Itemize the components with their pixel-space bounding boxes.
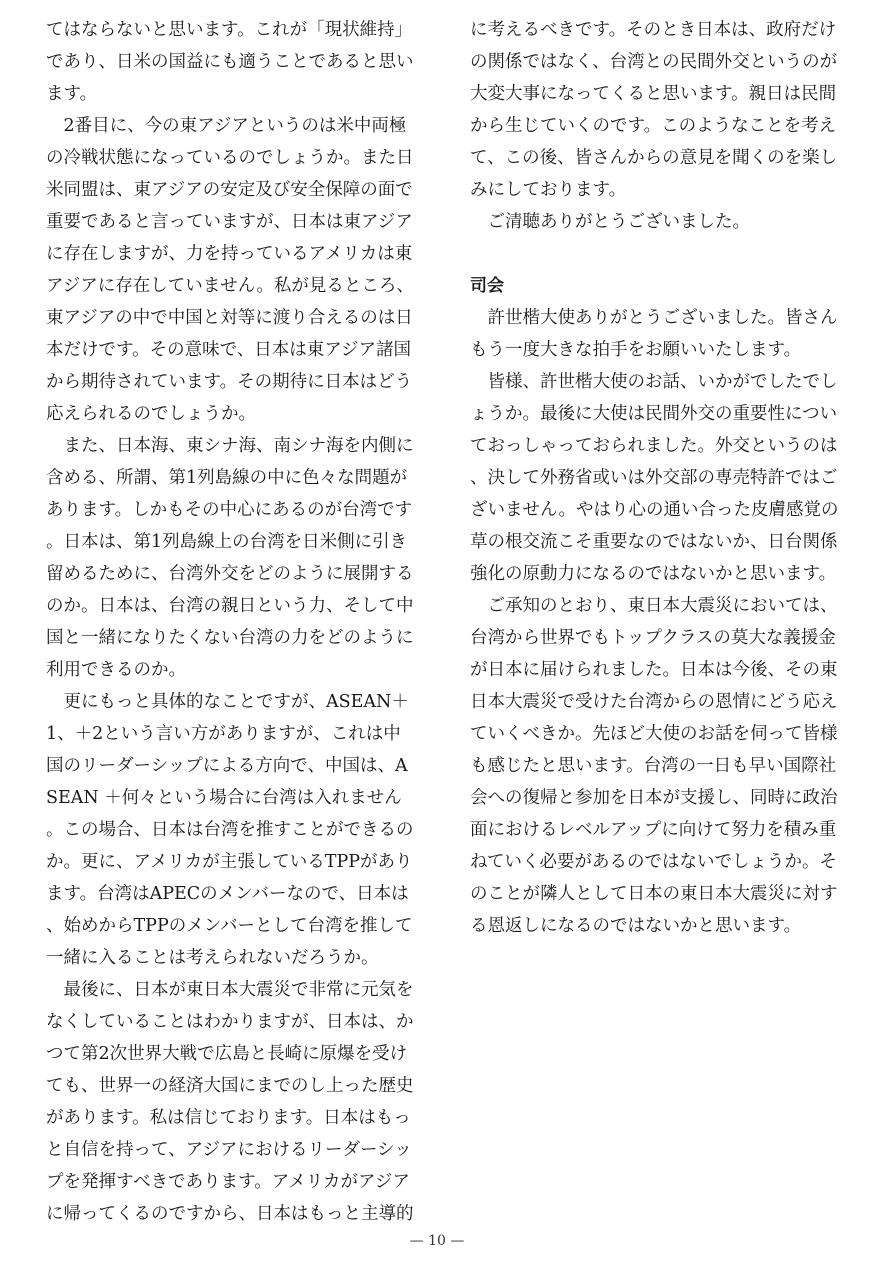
paragraph: ご承知のとおり、東日本大震災においては、台湾から世界でもトップクラスの莫大な義援金が日本に届けられました。日本は今後、その東日本大震災で受けた台湾からの恩情にどう応えていくべきか。先ほど大使のお話を伺って皆様も感じたと思います。台湾の一日も早い国際社会への復帰と参加を日本が支援し、同時に政治面におけるレベルアップに向けて努力を積み重ねていく必要があるのではないでしょうか。そのことが隣人として日本の東日本大震災に対する恩返しになるのではないかと思います。 [470, 596, 838, 936]
paragraph: 2番目に、今の東アジアというのは米中両極の冷戦状態になっているのでしょうか。また日米同盟は、東アジアの安定及び安全保障の面で重要であると言っていますが、日本は東アジアに存在しますが、力を持っているアメリカは東アジアに存在していません。私が見るところ、東アジアの中で中国と対等に渡り合えるのは日本だけです。その意味で、日本は東アジア諸国から期待されています。その期待に日本はどう応えられるのでしょうか。 [46, 116, 414, 424]
paragraph-continuation: に考えるべきです。そのとき日本は、政府だけの関係ではなく、台湾との民間外交というのが大変大事になってくると思います。親日は民間から生じていくのです。このようなことを考えて、この後、皆さんからの意見を聞くのを楽しみにしております。 [470, 20, 838, 200]
spacer [470, 238, 842, 270]
paragraph: 最後に、日本が東日本大震災で非常に元気をなくしていることはわかりますが、日本は、かつて第2次世界大戦で広島と長崎に原爆を受けても、世界一の経済大国にまでのし上った歴史があります。私は信じております。日本はもっと自信を持って、アジアにおけるリーダーシップを発揮すべきであります。アメリカがアジアに帰ってくるのですから、日本はもっと主導的 [46, 980, 414, 1224]
paragraph-continuation: てはならないと思います。これが「現状維持」であり、日米の国益にも適うことであると思います。 [46, 20, 414, 104]
left-column [46, 14, 418, 1230]
paragraph: 皆様、許世楷大使のお話、いかがでしたでしょうか。最後に大使は民間外交の重要性についておっしゃっておられました。外交というのは、決して外務省或いは外交部の専売特許ではございません。やはり心の通い合った皮膚感覚の草の根交流こそ重要なのではないか、日台関係強化の原動力になるのではないかと思います。 [470, 372, 839, 584]
paragraph: 更にもっと具体的なことですが、ASEAN＋1、＋2という言い方がありますが、これは中国のリーダーシップによる方向で、中国は、ASEAN ＋何々という場合に台湾は入れません。この場合、日本は台湾を推すことができるのか。更に、アメリカが主張しているTPPがあります。台湾はAPECのメンバーなので、日本は、始めからTPPのメンバーとして台湾を推して一緒に入ることは考えられないだろうか。 [46, 692, 414, 968]
paragraph: 許世楷大使ありがとうございました。皆さんもう一度大きな拍手をお願いいたします。 [470, 308, 838, 360]
paragraph: また、日本海、東シナ海、南シナ海を内側に含める、所謂、第1列島線の中に色々な問題があります。しかもその中心にあるのが台湾です。日本は、第1列島線上の台湾を日米側に引き留めるために、台湾外交をどのように展開するのか。日本は、台湾の親日という力、そして中国と一緒になりたくない台湾の力をどのように利用できるのか。 [46, 436, 414, 680]
page-number: — 10 — [409, 1233, 465, 1249]
right-column [470, 14, 842, 942]
speaker-label: 司会 [470, 276, 504, 296]
closing-remark: ご清聴ありがとうございました。 [487, 212, 750, 232]
